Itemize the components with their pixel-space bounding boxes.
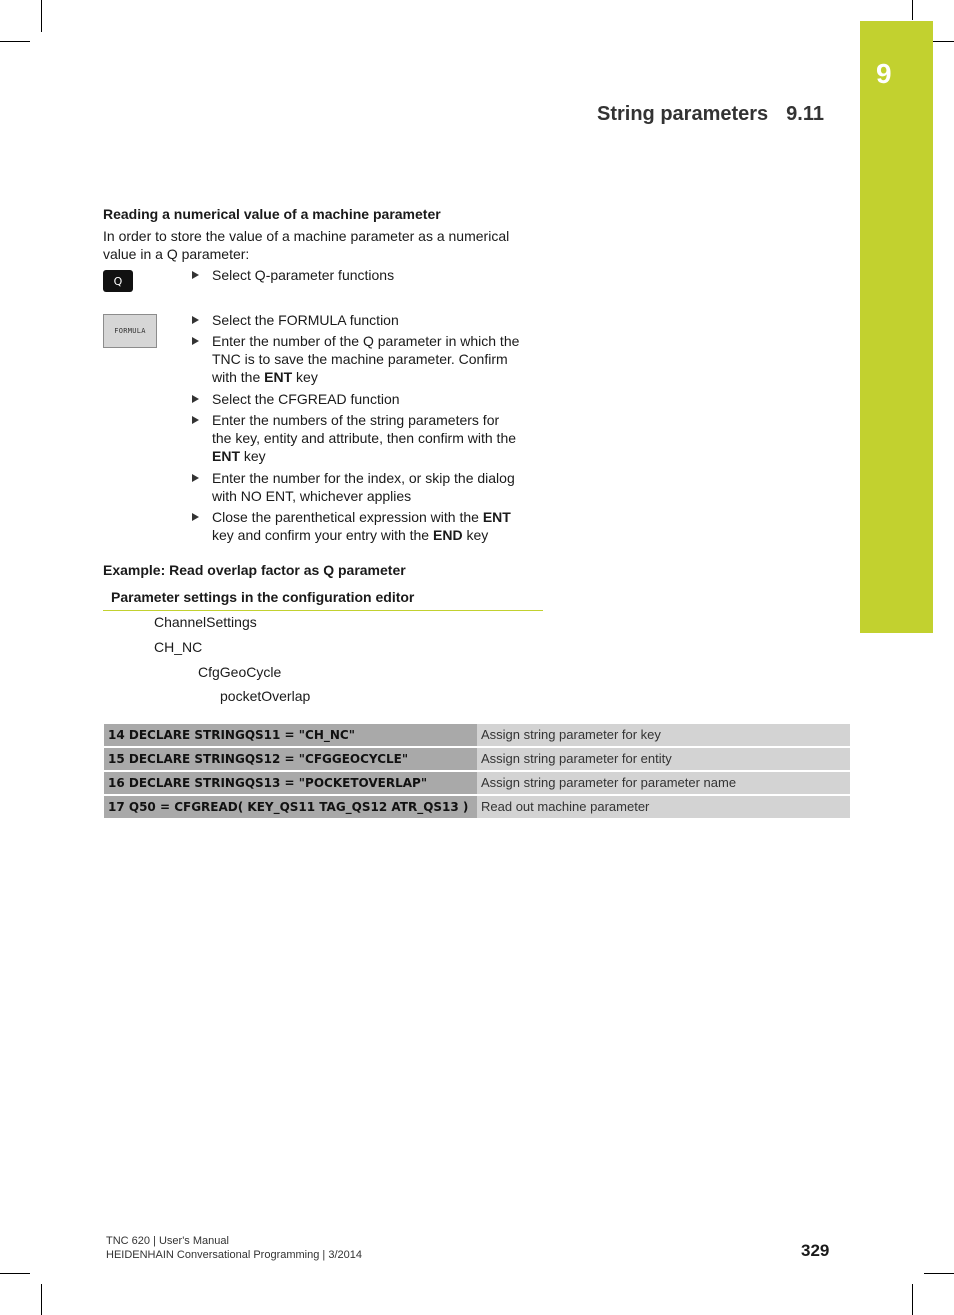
step-text: TNC is to save the machine parameter. Confirm: [212, 351, 508, 367]
crop-mark: [912, 0, 913, 20]
step-text: key and confirm your entry with the END key: [212, 527, 489, 543]
step-text: ENT key: [212, 448, 266, 464]
step-item: [192, 411, 552, 465]
nc-code-cell: 15 DECLARE STRINGQS12 = "CFGGEOCYCLE": [104, 748, 477, 770]
config-item: pocketOverlap: [220, 688, 311, 704]
config-table-header: [103, 588, 543, 611]
running-header: [597, 103, 824, 126]
intro-line-2: value in a Q parameter:: [103, 246, 250, 262]
step-text: with the ENT key: [212, 369, 318, 385]
step-text: Enter the number of the Q parameter in which the: [212, 333, 520, 349]
crop-mark: [41, 0, 42, 32]
ent-key-label: ENT: [264, 369, 293, 385]
nc-description-cell: Assign string parameter for parameter name: [477, 772, 850, 794]
nc-code-cell: 17 Q50 = CFGREAD( KEY_QS11 TAG_QS12 ATR_QS13 ): [104, 796, 477, 818]
step-text: Enter the numbers of the string parameters for: [212, 412, 500, 428]
example-heading: Example: Read overlap factor as Q parameter: [103, 562, 406, 578]
page-number: 329: [801, 1241, 830, 1260]
table-row: [104, 796, 850, 818]
bullet-arrow-icon: [192, 316, 199, 324]
ent-key-label: ENT: [212, 448, 240, 464]
step-item: [192, 390, 552, 408]
step-text: Select the FORMULA function: [212, 312, 399, 328]
crop-mark: [0, 41, 30, 42]
step-item: [192, 508, 552, 544]
config-item: CfgGeoCycle: [198, 664, 282, 680]
section-heading: Reading a numerical value of a machine parameter: [103, 206, 441, 222]
nc-description-cell: Assign string parameter for key: [477, 724, 850, 746]
header-section-number: 9.11: [786, 103, 824, 125]
nc-program-table: [104, 724, 850, 820]
config-item: ChannelSettings: [154, 614, 257, 630]
footer-line-2: HEIDENHAIN Conversational Programming | 3/2014: [106, 1249, 362, 1261]
table-row: [104, 748, 850, 770]
step-text: with NO ENT, whichever applies: [212, 488, 412, 504]
end-key-label: END: [433, 527, 463, 543]
step-text: Select the CFGREAD function: [212, 391, 400, 407]
bullet-arrow-icon: [192, 271, 199, 279]
step-item: [192, 266, 552, 284]
bullet-arrow-icon: [192, 416, 199, 424]
formula-softkey-icon: FORMULA: [103, 314, 157, 348]
ent-key-label: ENT: [482, 509, 511, 525]
step-text: the key, entity and attribute, then confirm with the: [212, 430, 517, 446]
step-item: [192, 469, 552, 505]
bullet-arrow-icon: [192, 474, 199, 482]
crop-mark: [912, 1284, 913, 1315]
crop-mark: [924, 1273, 954, 1274]
config-item: CH_NC: [154, 639, 203, 655]
crop-mark: [0, 1273, 30, 1274]
step-item: [192, 332, 552, 386]
footer-line-1: TNC 620 | User's Manual: [106, 1235, 229, 1247]
step-item: [192, 311, 552, 329]
bullet-arrow-icon: [192, 513, 199, 521]
nc-description-cell: Assign string parameter for entity: [477, 748, 850, 770]
chapter-tab: [860, 21, 933, 633]
step-text: Select Q-parameter functions: [212, 267, 395, 283]
step-text: Enter the number for the index, or skip the dialog: [212, 470, 515, 486]
table-row: [104, 724, 850, 746]
table-row: [104, 772, 850, 794]
bullet-arrow-icon: [192, 337, 199, 345]
header-title: String parameters: [597, 103, 769, 125]
nc-code-cell: 14 DECLARE STRINGQS11 = "CH_NC": [104, 724, 477, 746]
config-header-text: Parameter settings in the configuration editor: [111, 589, 415, 605]
q-key-icon: Q: [103, 270, 133, 292]
nc-code-cell: 16 DECLARE STRINGQS13 = "POCKETOVERLAP": [104, 772, 477, 794]
nc-description-cell: Read out machine parameter: [477, 796, 850, 818]
crop-mark: [41, 1284, 42, 1315]
intro-line-1: In order to store the value of a machine parameter as a numerical: [103, 228, 510, 244]
chapter-number: 9: [876, 58, 892, 89]
step-text: Close the parenthetical expression with the ENT: [212, 509, 511, 525]
bullet-arrow-icon: [192, 395, 199, 403]
